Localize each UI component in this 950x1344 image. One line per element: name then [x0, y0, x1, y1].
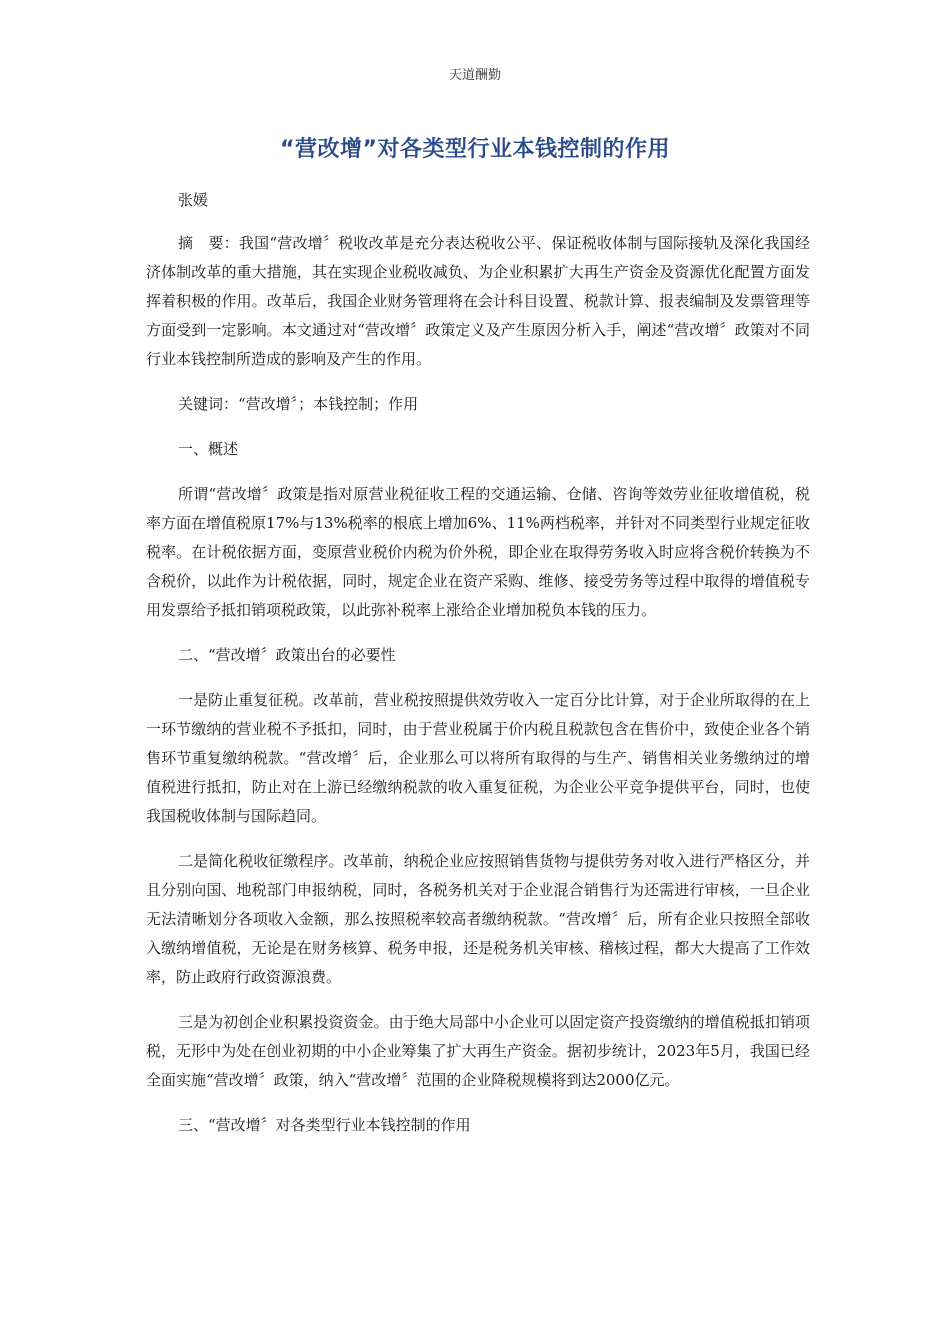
- section-1-paragraph-1: 所谓“营改增〞政策是指对原营业税征收工程的交通运输、仓储、咨询等效劳业征收增值税，税率方面在增值税原17%与13%税率的根底上增加6%、11%两档税率，并针对不同类型行业规定征收税率。在计税依据方面，变原营业税价内税为价外税，即企业在取得劳务收入时应将含税价转换为不含税价，以此作为计税依据，同时，规定企业在资产采购、维修、接受劳务等过程中取得的增值税专用发票给予抵扣销项税政策，以此弥补税率上涨给企业增加税负本钱的压力。: [146, 485, 810, 619]
- keywords-paragraph: 关键词：“营改增〞；本钱控制；作用: [178, 395, 419, 413]
- section-heading-3: 三、“营改增〞对各类型行业本钱控制的作用: [178, 1116, 471, 1134]
- document-title: “营改增”对各类型行业本钱控制的作用: [280, 137, 670, 162]
- section-2-paragraph-1: 一是防止重复征税。改革前，营业税按照提供效劳收入一定百分比计算，对于企业所取得的在上一环节缴纳的营业税不予抵扣，同时，由于营业税属于价内税且税款包含在售价中，致使企业各个销售环节重复缴纳税款。“营改增〞后，企业那么可以将所有取得的与生产、销售相关业务缴纳过的增值税进行抵扣，防止对在上游已经缴纳税款的收入重复征税，为企业公平竞争提供平台，同时，也使我国税收体制与国际趋同。: [146, 691, 810, 825]
- author-name: 张媛: [178, 191, 209, 209]
- header-note: 天道酬勤: [448, 68, 501, 83]
- section-2-paragraph-2: 二是简化税收征缴程序。改革前，纳税企业应按照销售货物与提供劳务对收入进行严格区分，并且分别向国、地税部门申报纳税，同时，各税务机关对于企业混合销售行为还需进行审核，一旦企业无法清晰划分各项收入金额，那么按照税率较高者缴纳税款。“营改增〞后，所有企业只按照全部收入缴纳增值税，无论是在财务核算、税务申报，还是税务机关审核、稽核过程，都大大提高了工作效率，防止政府行政资源浪费。: [146, 852, 810, 986]
- document-body: [146, 186, 810, 1156]
- section-heading-1: 一、概述: [178, 440, 239, 458]
- section-heading-2: 二、“营改增〞政策出台的必要性: [178, 646, 396, 664]
- section-2-paragraph-3: 三是为初创企业积累投资资金。由于绝大局部中小企业可以固定资产投资缴纳的增值税抵扣销项税，无形中为处在创业初期的中小企业筹集了扩大再生产资金。据初步统计，2023年5月，我国已经全面实施“营改增〞政策，纳入“营改增〞范围的企业降税规模将到达2000亿元。: [146, 1013, 810, 1089]
- abstract-paragraph: 摘 要：我国“营改增〞税收改革是充分表达税收公平、保证税收体制与国际接轨及深化我国经济体制改革的重大措施，其在实现企业税收减负、为企业积累扩大再生产资金及资源优化配置方面发挥着积极的作用。改革后，我国企业财务管理将在会计科目设置、税款计算、报表编制及发票管理等方面受到一定影响。本文通过对“营改增〞政策定义及产生原因分析入手，阐述“营改增〞政策对不同行业本钱控制所造成的影响及产生的作用。: [146, 234, 810, 368]
